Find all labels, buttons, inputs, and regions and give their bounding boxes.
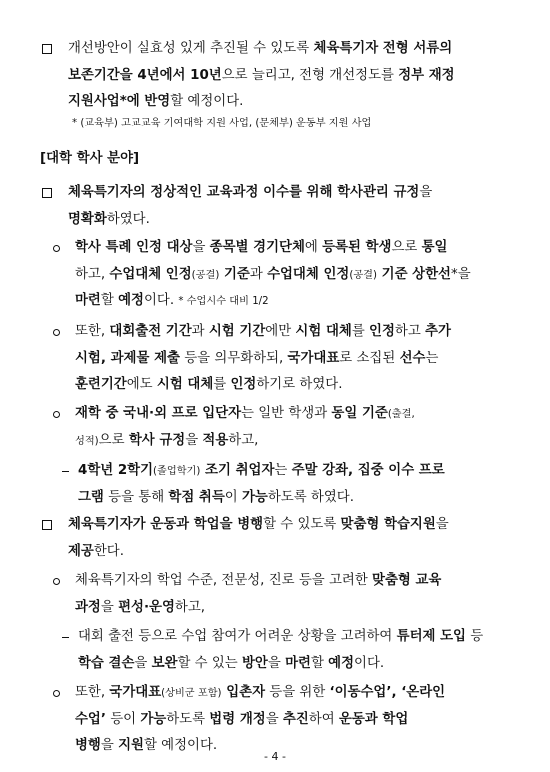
text-run: 또한,	[75, 324, 110, 339]
paragraph-line	[78, 655, 384, 673]
paragraph-line	[68, 93, 243, 111]
dash-bullet-icon	[62, 471, 69, 472]
text-run: 하고,	[174, 599, 206, 615]
text-run: 를	[351, 324, 370, 339]
text-run: 통일	[421, 240, 448, 255]
circle-bullet-icon	[53, 329, 60, 336]
text-run: 체육특기자 전형 서류의	[313, 41, 453, 56]
text-run: 에만	[265, 324, 296, 339]
section-heading: [대학 학사 분야]	[40, 151, 140, 166]
text-run: *을	[451, 266, 471, 282]
paragraph-line	[75, 323, 451, 341]
text-run: 가능	[140, 711, 167, 727]
text-run: 과	[191, 324, 209, 339]
paragraph-line	[75, 711, 408, 729]
paragraph-line	[75, 350, 438, 368]
paragraph-line	[78, 489, 354, 507]
text-run: (출결,	[387, 409, 415, 420]
text-run: 는	[274, 463, 292, 478]
text-run: 지원사업*에 반영	[68, 94, 171, 109]
text-run: 병행	[75, 738, 101, 753]
footnote: * (교육부) 고교교육 기여대학 지원 사업, (문체부) 운동부 지원 사업	[72, 118, 372, 129]
circle-bullet-icon	[53, 245, 60, 252]
text-run: 체육특기자의 정상적인 교육과정 이수를 위해 학사관리 규정	[68, 185, 420, 200]
paragraph-line	[75, 684, 445, 703]
text-run: 시험 대체	[295, 324, 352, 339]
square-bullet-icon	[42, 44, 52, 54]
text-run: 할 예정이다.	[170, 94, 244, 109]
text-run: 으로	[391, 240, 422, 255]
text-run: 맞춤형 교육	[372, 573, 442, 588]
paragraph-line	[75, 599, 205, 617]
text-run: 에	[304, 240, 323, 255]
text-run: 마련	[75, 293, 101, 308]
text-run: 을	[100, 599, 119, 615]
text-run: 을	[185, 432, 203, 448]
text-run: (졸업학기)	[153, 466, 201, 477]
paragraph-line	[68, 40, 452, 58]
text-run: 는 일반 학생과	[241, 406, 332, 421]
text-run: 할 수 있는	[177, 655, 242, 671]
text-run: 학사 규정	[128, 432, 186, 448]
text-run: 하도록	[166, 711, 210, 727]
paragraph-line	[68, 184, 432, 202]
text-run: 그램	[78, 489, 104, 505]
text-run: 제공	[68, 543, 94, 559]
text-run: (공결)	[349, 269, 377, 281]
text-run: 기준	[219, 266, 250, 282]
paragraph-line	[68, 543, 124, 561]
paragraph-line	[75, 266, 471, 285]
text-run: 로 소집된	[339, 350, 400, 366]
paragraph-line	[68, 67, 455, 85]
text-run: ‘이동수업’, ‘온라인	[329, 685, 446, 700]
text-run: 을	[267, 655, 286, 671]
text-run: 가능	[242, 489, 268, 505]
text-run: 동일 기준	[331, 406, 388, 421]
text-run: 할 수 있도록	[263, 517, 341, 532]
text-run: 는	[425, 350, 439, 366]
text-run: 을	[134, 655, 152, 671]
text-run: 을	[419, 185, 433, 200]
text-run: 하고,	[228, 432, 259, 448]
text-run: 기준 상한선	[376, 266, 451, 282]
text-run: 맞춤형 학습지원	[340, 517, 436, 532]
text-run: 으로 늘리고, 전형 개선정도를	[221, 67, 399, 83]
text-run: 등록된 학생	[322, 240, 392, 255]
paragraph-line	[75, 432, 258, 451]
paragraph-line	[75, 239, 447, 257]
text-run: 을	[435, 517, 449, 532]
circle-bullet-icon	[53, 411, 60, 418]
text-run: 을	[192, 240, 210, 255]
text-run: 하고,	[75, 266, 110, 282]
text-run: 에도	[126, 377, 157, 392]
text-run: 또한,	[75, 685, 110, 700]
text-run: 시험, 과제물 제출	[75, 350, 180, 366]
text-run: 추진	[282, 711, 309, 727]
paragraph-line	[75, 405, 415, 424]
paragraph-line	[78, 462, 445, 481]
text-run: 종목별 경기단체	[209, 240, 305, 255]
text-run: 예정	[328, 655, 355, 671]
text-run: 시험 기간	[208, 324, 266, 339]
text-run: 하도록 하였다.	[267, 489, 354, 505]
text-run: 대회 출전 등으로 수업 참여가 어려운 상황을 고려하여	[78, 629, 397, 644]
text-run: 수업대체 인정	[109, 266, 192, 282]
paragraph-line	[68, 211, 150, 229]
text-run: 국가대표	[109, 685, 162, 700]
text-run: 성적)	[75, 435, 99, 447]
square-bullet-icon	[42, 188, 52, 198]
text-run: 입촌자	[221, 685, 266, 700]
text-run: 편성·운영	[118, 599, 175, 615]
text-run: 방안	[242, 655, 268, 671]
text-run: 학습 결손	[78, 655, 135, 671]
text-run: 하여	[308, 711, 339, 727]
text-run: 보완	[151, 655, 178, 671]
text-run: 조기 취업자	[200, 463, 275, 478]
text-run: 할 예정이다.	[143, 738, 218, 753]
text-run: 국가대표	[287, 350, 340, 366]
paragraph-line	[75, 572, 441, 590]
text-run: 개선방안이 실효성 있게 추진될 수 있도록	[68, 41, 314, 56]
text-run: 등을 의무화하되,	[179, 350, 288, 366]
text-run: 법령 개정	[209, 711, 266, 727]
text-run: 과정	[75, 599, 101, 615]
text-run: 보존기간을 4년에서 10년	[68, 67, 222, 83]
text-run: 수업’	[75, 711, 106, 727]
text-run: 인정	[369, 324, 395, 339]
text-run: 정부 재정	[398, 67, 455, 83]
text-run: 운동과 학업	[338, 711, 409, 727]
paragraph-line	[68, 516, 449, 534]
text-run: 를	[213, 377, 231, 392]
text-run: 한다.	[93, 543, 125, 559]
text-run: 할	[310, 655, 329, 671]
text-run: 명확화	[68, 211, 107, 227]
text-run: 으로	[98, 432, 129, 448]
text-run: 을	[100, 738, 119, 753]
text-run: 학사 특례 인정 대상	[75, 240, 193, 255]
text-run: 적용	[202, 432, 229, 448]
text-run: 시험 대체	[156, 377, 214, 392]
square-bullet-icon	[42, 520, 52, 530]
text-run: 할	[100, 293, 119, 308]
page-number: - 4 -	[264, 750, 286, 763]
text-run: 주말 강좌, 집중 이수 프로	[291, 463, 445, 478]
text-run: 학점 취득	[168, 489, 225, 505]
text-run: 인정	[230, 377, 257, 392]
text-run: 하기로 하였다.	[256, 377, 343, 392]
text-run: 체육특기자의 학업 수준, 전문성, 진로 등을 고려한	[75, 573, 373, 588]
text-run: 등이	[105, 711, 141, 727]
text-run: 을	[265, 711, 283, 727]
text-run: 등을 통해	[103, 489, 169, 505]
text-run: 4학년 2학기	[78, 463, 154, 478]
paragraph-line	[78, 628, 483, 646]
text-run: (공결)	[191, 269, 220, 281]
text-run: * 수업시수 대비 1/2	[178, 296, 269, 307]
text-run: 과	[249, 266, 268, 282]
text-run: 지원	[118, 738, 144, 753]
paragraph-line	[75, 292, 269, 311]
text-run: 추가	[425, 324, 451, 339]
text-run: (상비군 포함)	[161, 688, 222, 699]
text-run: 하였다.	[106, 211, 150, 227]
text-run: 재학 중 국내·외 프로 입단자	[75, 406, 242, 421]
text-run: 수업대체 인정	[267, 266, 350, 282]
circle-bullet-icon	[53, 690, 60, 697]
text-run: 예정	[118, 293, 144, 308]
paragraph-line	[75, 376, 343, 394]
text-run: 이다.	[143, 293, 179, 308]
text-run: 훈련기간	[75, 377, 127, 392]
text-run: 마련	[285, 655, 311, 671]
text-run: 이	[224, 489, 242, 505]
text-run: 대회출전 기간	[109, 324, 192, 339]
circle-bullet-icon	[53, 578, 60, 585]
text-run: 이다.	[354, 655, 385, 671]
text-run: 등	[465, 629, 484, 644]
text-run: 체육특기자가 운동과 학업을 병행	[68, 517, 264, 532]
dash-bullet-icon	[62, 637, 69, 638]
text-run: 등을 위한	[265, 685, 330, 700]
text-run: 선수	[399, 350, 426, 366]
text-run: 하고	[394, 324, 426, 339]
text-run: 튜터제 도입	[396, 629, 466, 644]
